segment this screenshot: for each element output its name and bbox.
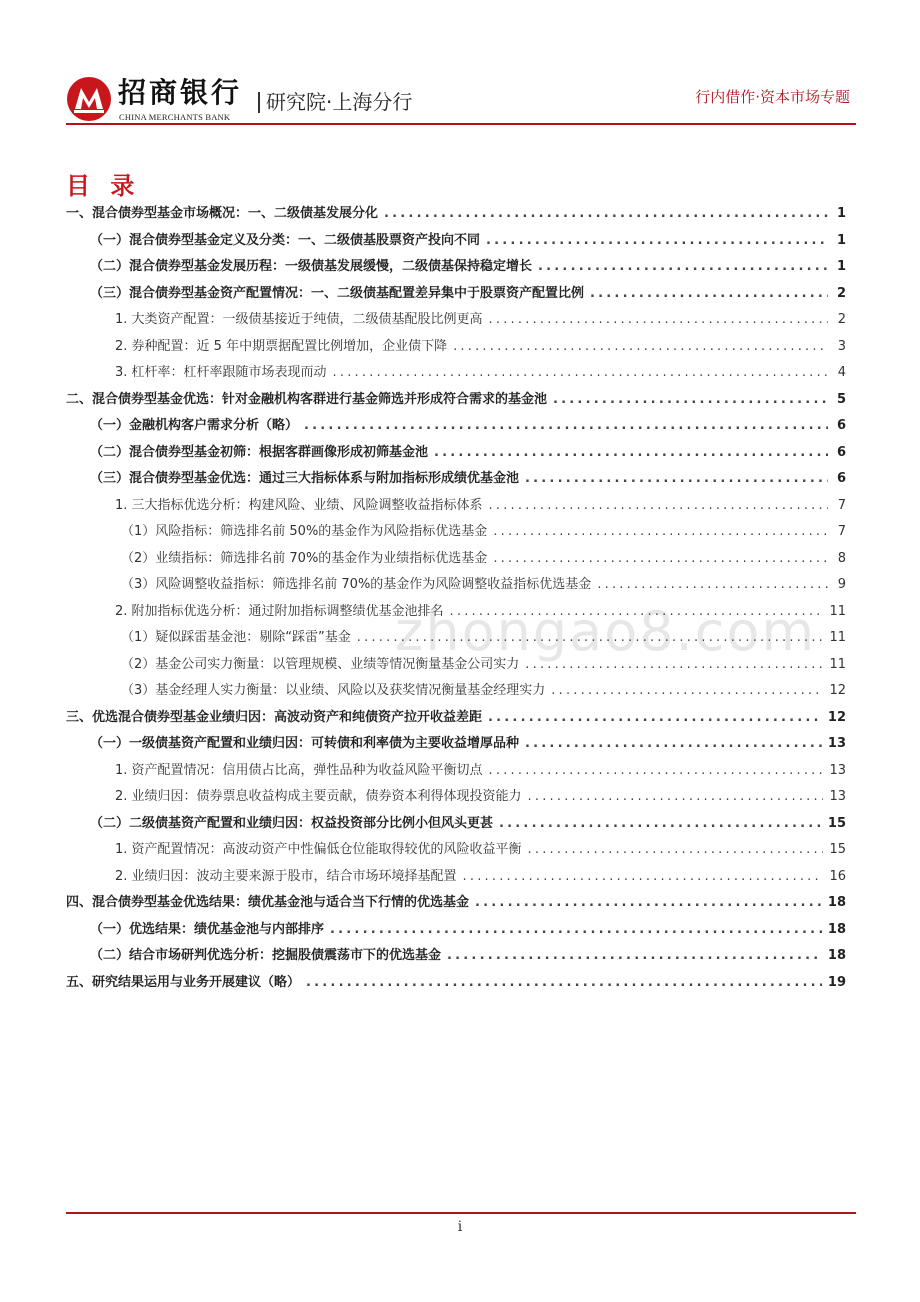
toc-page-number: 18 [827, 921, 846, 937]
department-label [258, 89, 412, 115]
brand-name-en: CHINA MERCHANTS BANK [119, 112, 231, 122]
toc-entry-text: （一）金融机构客户需求分析（略） [90, 418, 299, 433]
brand-name-cn: 招商银行 [118, 76, 243, 109]
toc-entry-text: （3）基金经理人实力衡量：以业绩、风险以及获奖情况衡量基金经理实力 [121, 683, 546, 698]
toc-entry[interactable] [66, 201, 846, 228]
toc-entry-text: （一）混合债券型基金定义及分类：一、二级债基股票资产投向不同 [90, 232, 481, 248]
toc-entry[interactable] [66, 307, 846, 334]
toc-page-number: 13 [829, 762, 846, 778]
toc-page-number: 3 [837, 338, 846, 354]
toc-page-number: 19 [827, 974, 846, 990]
toc-leader-dots [551, 678, 823, 705]
toc-leader-dots [525, 466, 828, 493]
toc-leader-dots [488, 705, 822, 732]
toc-leader-dots [384, 201, 828, 228]
toc-entry[interactable] [66, 784, 846, 811]
toc-entry[interactable] [66, 811, 846, 838]
toc-leader-dots [489, 493, 828, 520]
toc-leader-dots [330, 917, 822, 944]
toc-entry-text: （1）疑似踩雷基金池：剔除“踩雷”基金 [121, 630, 351, 645]
toc-entry-text: 2. 附加指标优选分析：通过附加指标调整绩优基金池排名 [115, 603, 444, 619]
toc-page-number: 16 [829, 868, 846, 884]
toc-page-number: 6 [836, 444, 846, 460]
toc-entry[interactable] [66, 970, 846, 997]
footer-rule [66, 1212, 856, 1214]
toc-leader-dots [304, 413, 828, 440]
toc-entry[interactable] [66, 546, 846, 573]
toc-page-number: 6 [836, 471, 846, 486]
toc-entry-text: 一、混合债券型基金市场概况：一、二级债基发展分化 [66, 206, 379, 221]
toc-entry[interactable] [66, 758, 846, 785]
toc-entry-text: 二、混合债券型基金优选：针对金融机构客群进行基金筛选并形成符合需求的基金池 [66, 391, 548, 407]
toc-entry[interactable] [66, 387, 846, 414]
toc-page-number: 12 [827, 709, 846, 725]
table-of-contents [66, 201, 846, 996]
toc-leader-dots [499, 811, 822, 838]
toc-entry[interactable] [66, 678, 846, 705]
toc-leader-dots [590, 281, 828, 308]
toc-page-number: 7 [837, 497, 846, 513]
toc-page-number: 18 [827, 948, 846, 963]
toc-leader-dots [306, 970, 822, 997]
toc-entry-text: 1. 三大指标优选分析：构建风险、业绩、风险调整收益指标体系 [115, 497, 483, 513]
toc-leader-dots [486, 228, 828, 255]
page-number: i [457, 1219, 463, 1235]
toc-entry-text: 2. 业绩归因：波动主要来源于股市，结合市场环境择基配置 [115, 868, 457, 884]
toc-leader-dots [489, 307, 828, 334]
toc-leader-dots [525, 731, 822, 758]
toc-entry-text: （2）业绩指标：筛选排名前 70%的基金作为业绩指标优选基金 [121, 550, 488, 566]
toc-entry-text: （二）二级债基资产配置和业绩归因：权益投资部分比例小但风头更甚 [90, 815, 494, 831]
toc-entry-text: 3. 杠杆率：杠杆率跟随市场表现而动 [115, 365, 327, 380]
toc-entry-text: 1. 资产配置情况：高波动资产中性偏低仓位能取得较优的风险收益平衡 [115, 842, 522, 857]
toc-entry-text: 1. 资产配置情况：信用债占比高，弹性品种为收益风险平衡切点 [115, 762, 483, 778]
toc-entry[interactable] [66, 493, 846, 520]
toc-page-number: 2 [836, 285, 846, 301]
toc-entry[interactable] [66, 413, 846, 440]
toc-page-number: 15 [827, 815, 846, 831]
toc-entry[interactable] [66, 705, 846, 732]
header-tagline: 行内借作·资本市场专题 [695, 88, 850, 106]
toc-page-number: 1 [836, 259, 846, 274]
toc-page-number: 15 [829, 842, 846, 857]
toc-entry-text: （一）一级债基资产配置和业绩归因：可转债和利率债为主要收益增厚品种 [90, 736, 520, 751]
toc-entry-text: （1）风险指标：筛选排名前 50%的基金作为风险指标优选基金 [121, 524, 488, 539]
toc-entry-text: （二）结合市场研判优选分析：挖掘股债震荡市下的优选基金 [90, 948, 442, 963]
toc-leader-dots [489, 758, 824, 785]
toc-entry-text: （一）优选结果：绩优基金池与内部排序 [90, 921, 325, 937]
toc-leader-dots [447, 943, 822, 970]
toc-entry-text: 2. 券种配置：近 5 年中期票据配置比例增加，企业债下降 [115, 338, 448, 354]
toc-entry[interactable] [66, 572, 846, 599]
toc-entry-text: 五、研究结果运用与业务开展建议（略） [66, 974, 301, 990]
toc-entry[interactable] [66, 334, 846, 361]
toc-page-number: 18 [827, 895, 846, 910]
toc-page-number: 6 [836, 418, 846, 433]
toc-entry[interactable] [66, 917, 846, 944]
toc-leader-dots [434, 440, 828, 467]
toc-page-number: 8 [837, 550, 846, 566]
toc-leader-dots [453, 334, 828, 361]
toc-entry[interactable] [66, 731, 846, 758]
toc-entry[interactable] [66, 890, 846, 917]
toc-entry[interactable] [66, 440, 846, 467]
toc-leader-dots [538, 254, 828, 281]
toc-entry-text: （三）混合债券型基金优选：通过三大指标体系与附加指标形成绩优基金池 [90, 471, 520, 486]
toc-page-number: 9 [837, 577, 846, 592]
toc-leader-dots [463, 864, 824, 891]
toc-entry[interactable] [66, 519, 846, 546]
cmb-logo-icon [66, 76, 112, 122]
toc-leader-dots [493, 546, 828, 573]
toc-page-number: 11 [829, 603, 846, 619]
toc-entry[interactable] [66, 228, 846, 255]
toc-page-number: 12 [829, 683, 846, 698]
watermark: zhongao8.com [395, 600, 817, 663]
toc-entry-text: 四、混合债券型基金优选结果：绩优基金池与适合当下行情的优选基金 [66, 895, 470, 910]
header-rule [66, 123, 856, 125]
toc-entry[interactable] [66, 943, 846, 970]
toc-title: 目 录 [66, 172, 141, 200]
toc-page-number: 1 [836, 206, 846, 221]
toc-entry[interactable] [66, 254, 846, 281]
toc-leader-dots [333, 360, 828, 387]
toc-entry[interactable] [66, 360, 846, 387]
toc-page-number: 11 [829, 630, 846, 645]
toc-entry-text: （2）基金公司实力衡量：以管理规模、业绩等情况衡量基金公司实力 [121, 656, 520, 672]
page-header [0, 0, 920, 130]
toc-leader-dots [475, 890, 822, 917]
toc-entry-text: （3）风险调整收益指标：筛选排名前 70%的基金作为风险调整收益指标优选基金 [121, 577, 592, 592]
toc-page-number: 11 [829, 656, 846, 672]
toc-entry[interactable] [66, 281, 846, 308]
toc-entry-text: （三）混合债券型基金资产配置情况：一、二级债基配置差异集中于股票资产配置比例 [90, 285, 585, 301]
toc-leader-dots [528, 837, 824, 864]
toc-page-number: 5 [836, 391, 846, 407]
toc-entry-text: （二）混合债券型基金发展历程：一级债基发展缓慢，二级债基保持稳定增长 [90, 259, 533, 274]
toc-entry-text: 三、优选混合债券型基金业绩归因：高波动资产和纯债资产拉开收益差距 [66, 709, 483, 725]
toc-page-number: 2 [837, 312, 846, 327]
toc-entry-text: （二）混合债券型基金初筛：根据客群画像形成初筛基金池 [90, 444, 429, 460]
toc-entry[interactable] [66, 837, 846, 864]
toc-page-number: 13 [829, 789, 846, 804]
toc-page-number: 1 [836, 232, 846, 248]
toc-leader-dots [528, 784, 824, 811]
department-text: 研究院·上海分行 [266, 90, 413, 114]
toc-page-number: 7 [837, 524, 846, 539]
toc-leader-dots [553, 387, 828, 414]
toc-entry-text: 1. 大类资产配置：一级债基接近于纯债，二级债基配股比例更高 [115, 312, 483, 327]
toc-page-number: 4 [837, 365, 846, 380]
toc-entry[interactable] [66, 466, 846, 493]
toc-leader-dots [597, 572, 828, 599]
toc-leader-dots [493, 519, 828, 546]
toc-entry-text: 2. 业绩归因：债券票息收益构成主要贡献，债券资本利得体现投资能力 [115, 789, 522, 804]
toc-page-number: 13 [827, 736, 846, 751]
toc-entry[interactable] [66, 864, 846, 891]
